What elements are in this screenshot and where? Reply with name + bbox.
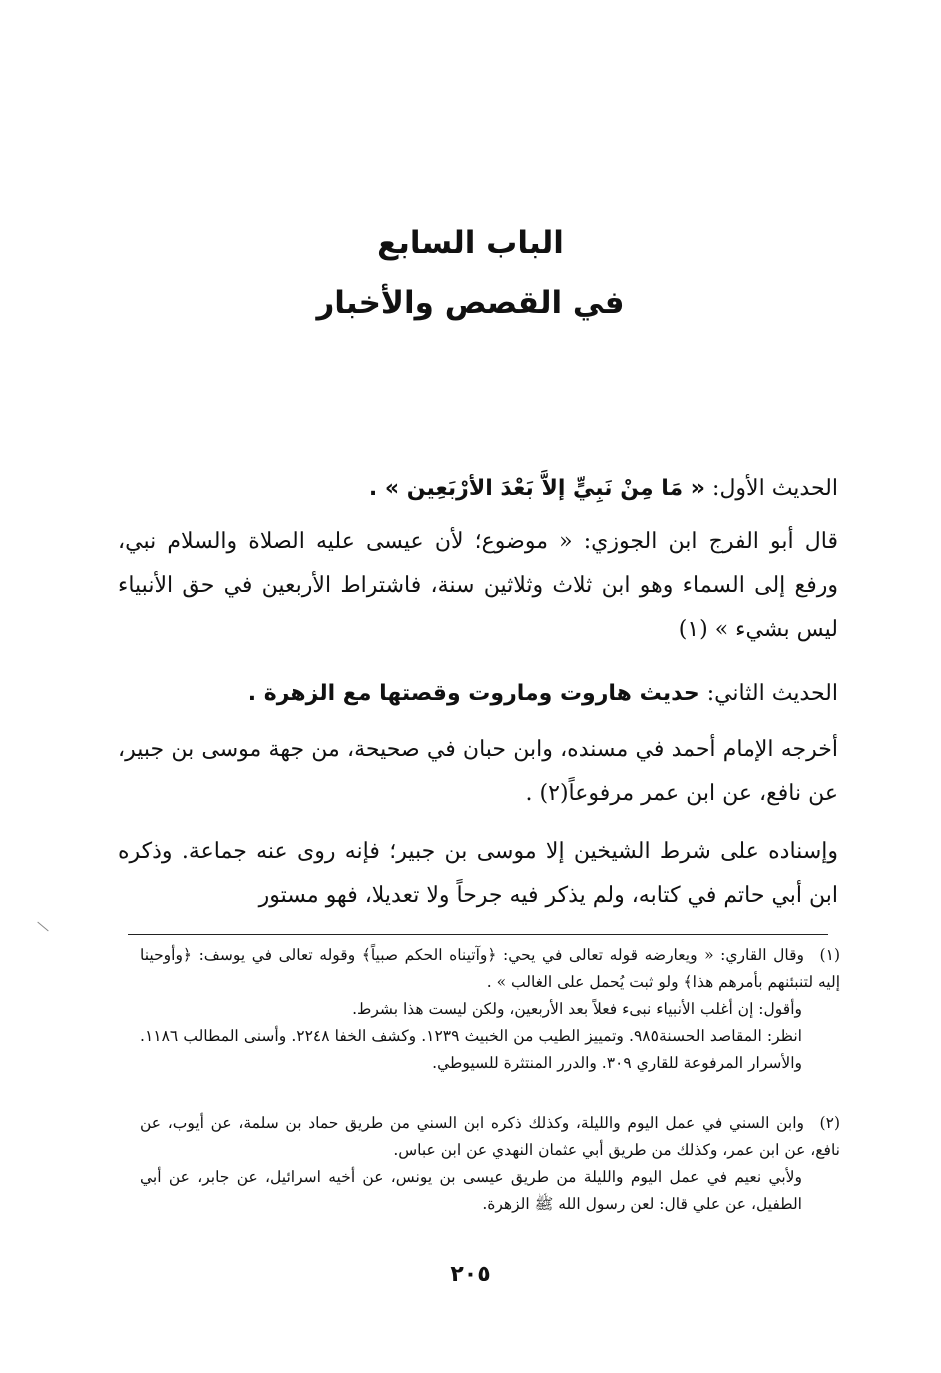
footnote-1-number: (١) (819, 946, 840, 964)
footnote-2-line-2: ولأبي نعيم في عمل اليوم والليلة من طريق عيسى بن يونس، عن أخيه اسرائيل، عن جابر، عن أبي الطفيل، عن علي قال: لعن رسول الله ﷺ الزهرة. (140, 1168, 802, 1213)
footnote-2 (140, 1110, 840, 1218)
hadith-1-text: « مَا مِنْ نَبِيٍّ إلاَّ بَعْدَ الأرْبَعِين » . (368, 476, 706, 501)
scan-mark (37, 922, 48, 932)
footnote-1-line-1: وقال القاري: « ويعارضه قوله تعالى في يحي: ﴿وآتيناه الحكم صبياً﴾ وقوله تعالى في يوسف: ﴿وأوحينا إليه لتنبئنهم بأمرهم هذا﴾ ولو ثبت يُحمل على الغالب » . (140, 946, 840, 991)
hadith-2-heading (118, 672, 838, 716)
paragraph-isnad: وإسناده على شرط الشيخين إلا موسى بن جبير؛ فإنه روى عنه جماعة. وذكره ابن أبي حاتم في كتابه، ولم يذكر فيه جرحاً ولا تعديلا، فهو مستور (118, 839, 838, 908)
chapter-title: الباب السابع (377, 225, 564, 261)
paragraph-takhrij: أخرجه الإمام أحمد في مسنده، وابن حبان في صحيحة، من جهة موسى بن جبير، عن نافع، عن ابن عمر مرفوعاً(٢) . (118, 737, 838, 806)
footnote-1 (140, 942, 840, 1077)
hadith-1-heading (118, 467, 838, 511)
paragraph-ibn-jawzi: قال أبو الفرج ابن الجوزي: « موضوع؛ لأن عيسى عليه الصلاة والسلام نبي، ورفع إلى السماء وهو ابن ثلاث وثلاثين سنة، فاشتراط الأربعين في حق الأنبياء ليس بشيء » (١) (118, 529, 838, 642)
footnote-1-line-3: انظر: المقاصد الحسنة٩٨٥. وتمييز الطيب من الخبيث ١٢٣٩. وكشف الخفا ٢٢٤٨. وأسنى المطالب ١١٨٦. والأسرار المرفوعة للقاري ٣٠٩. والدرر المنتثرة للسيوطي. (140, 1027, 802, 1072)
hadith-1-label: الحديث الأول: (712, 476, 838, 501)
footnote-divider (128, 934, 828, 935)
footnote-2-line-1: وابن السني في عمل اليوم والليلة، وكذلك ذكره ابن السني من طريق حماد بن سلمة، عن أيوب، عن نافع، عن ابن عمر، وكذلك من طريق أبي عثمان النهدي عن ابن عباس. (140, 1114, 840, 1159)
footnote-2-number: (٢) (819, 1114, 840, 1132)
hadith-2-text: حديث هاروت وماروت وقصتها مع الزهرة . (247, 681, 700, 706)
chapter-subtitle: في القصص والأخبار (316, 285, 625, 321)
hadith-2-label: الحديث الثاني: (706, 681, 838, 706)
footnote-1-line-2: وأقول: إن أغلب الأنبياء نبىء فعلاً بعد الأربعين، ولكن ليست هذا بشرط. (352, 1000, 802, 1018)
page-number: ٢٠٥ (450, 1262, 491, 1287)
